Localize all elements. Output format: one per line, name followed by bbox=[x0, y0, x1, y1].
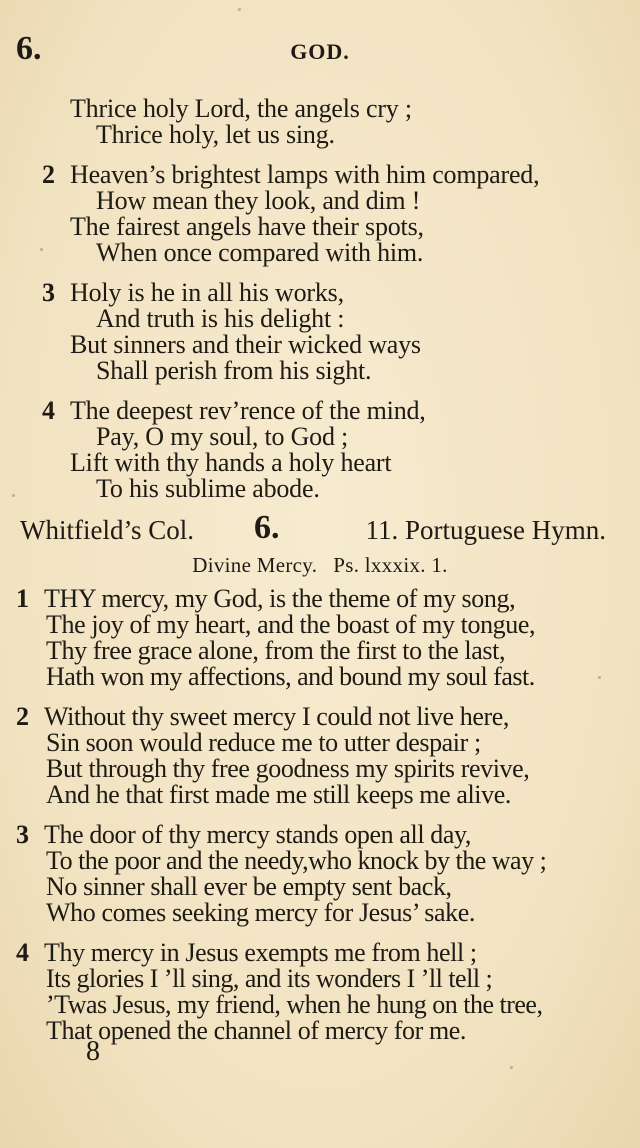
verse-line: When once compared with him. bbox=[96, 238, 424, 267]
paper-speck bbox=[598, 676, 601, 679]
verse-line: The joy of my heart, and the boast of my tongue, bbox=[46, 610, 536, 639]
paper-speck bbox=[12, 494, 15, 497]
verse-number: 2 bbox=[42, 160, 55, 189]
verse-line: The fairest angels have their spots, bbox=[70, 212, 424, 241]
verse-number: 3 bbox=[42, 278, 55, 307]
hymn-header bbox=[20, 509, 606, 548]
scripture-reference: Ps. lxxxix. 1. bbox=[333, 553, 448, 577]
verse-line: How mean they look, and dim ! bbox=[96, 186, 421, 215]
verse-line: Sin soon would reduce me to utter despair ; bbox=[46, 728, 481, 757]
verse-line: But sinners and their wicked ways bbox=[70, 330, 421, 359]
paper-speck bbox=[510, 1066, 513, 1069]
hymn-source: Whitfield’s Col. bbox=[20, 515, 194, 545]
verse-line: The door of thy mercy stands open all day, bbox=[44, 820, 472, 849]
hymn-meter: 11. bbox=[365, 515, 399, 545]
verse-line: Without thy sweet mercy I could not live here, bbox=[44, 702, 510, 731]
verse-number: 2 bbox=[16, 702, 29, 731]
verse-number: 1 bbox=[16, 584, 29, 613]
verse-line: Thy free grace alone, from the first to the last, bbox=[46, 636, 506, 665]
paper-speck bbox=[238, 8, 241, 11]
verse-line: To his sublime abode. bbox=[96, 474, 320, 503]
verse-number: 3 bbox=[16, 820, 29, 849]
verse-line: The deepest rev’rence of the mind, bbox=[70, 396, 426, 425]
verse-line: THY mercy, my God, is the theme of my song, bbox=[44, 584, 516, 613]
verse-line: Thrice holy, let us sing. bbox=[96, 120, 335, 149]
page-number: 6. bbox=[16, 30, 42, 67]
verse-line: Thrice holy Lord, the angels cry ; bbox=[70, 94, 412, 123]
signature-mark: 8 bbox=[86, 1036, 100, 1067]
paper-speck bbox=[40, 248, 43, 251]
verse-number: 4 bbox=[42, 396, 55, 425]
verse-line: Who comes seeking mercy for Jesus’ sake. bbox=[46, 898, 475, 927]
hymn-subtitle bbox=[0, 552, 640, 578]
hymn-number: 6. bbox=[254, 509, 280, 546]
verse-number: 4 bbox=[16, 938, 29, 967]
verse-line: To the poor and the needy,who knock by the way ; bbox=[46, 846, 547, 875]
verse-line: ’Twas Jesus, my friend, when he hung on the tree, bbox=[46, 990, 543, 1019]
verse-line: Its glories I ’ll sing, and its wonders I ’ll tell ; bbox=[46, 964, 493, 993]
verse-line: Thy mercy in Jesus exempts me from hell ; bbox=[44, 938, 477, 967]
verse-line: Hath won my affections, and bound my soul fast. bbox=[46, 662, 535, 691]
verse-line: No sinner shall ever be empty sent back, bbox=[46, 872, 452, 901]
verse-line: That opened the channel of mercy for me. bbox=[46, 1016, 467, 1045]
verse-line: And truth is his delight : bbox=[96, 304, 345, 333]
verse-line: Lift with thy hands a holy heart bbox=[70, 448, 392, 477]
hymn-tune: Portuguese Hymn. bbox=[405, 515, 606, 545]
verse-line: Pay, O my soul, to God ; bbox=[96, 422, 349, 451]
verse-line: And he that first made me still keeps me alive. bbox=[46, 780, 511, 809]
hymn-meter-tune bbox=[366, 512, 606, 548]
verse-line: Holy is he in all his works, bbox=[70, 278, 344, 307]
running-head: GOD. bbox=[290, 39, 350, 64]
verse-line: But through thy free goodness my spirits revive, bbox=[46, 754, 530, 783]
verse-line: Heaven’s brightest lamps with him compared, bbox=[70, 160, 540, 189]
verse-line: Shall perish from his sight. bbox=[96, 356, 372, 385]
hymn-title: Divine Mercy. bbox=[192, 553, 318, 577]
